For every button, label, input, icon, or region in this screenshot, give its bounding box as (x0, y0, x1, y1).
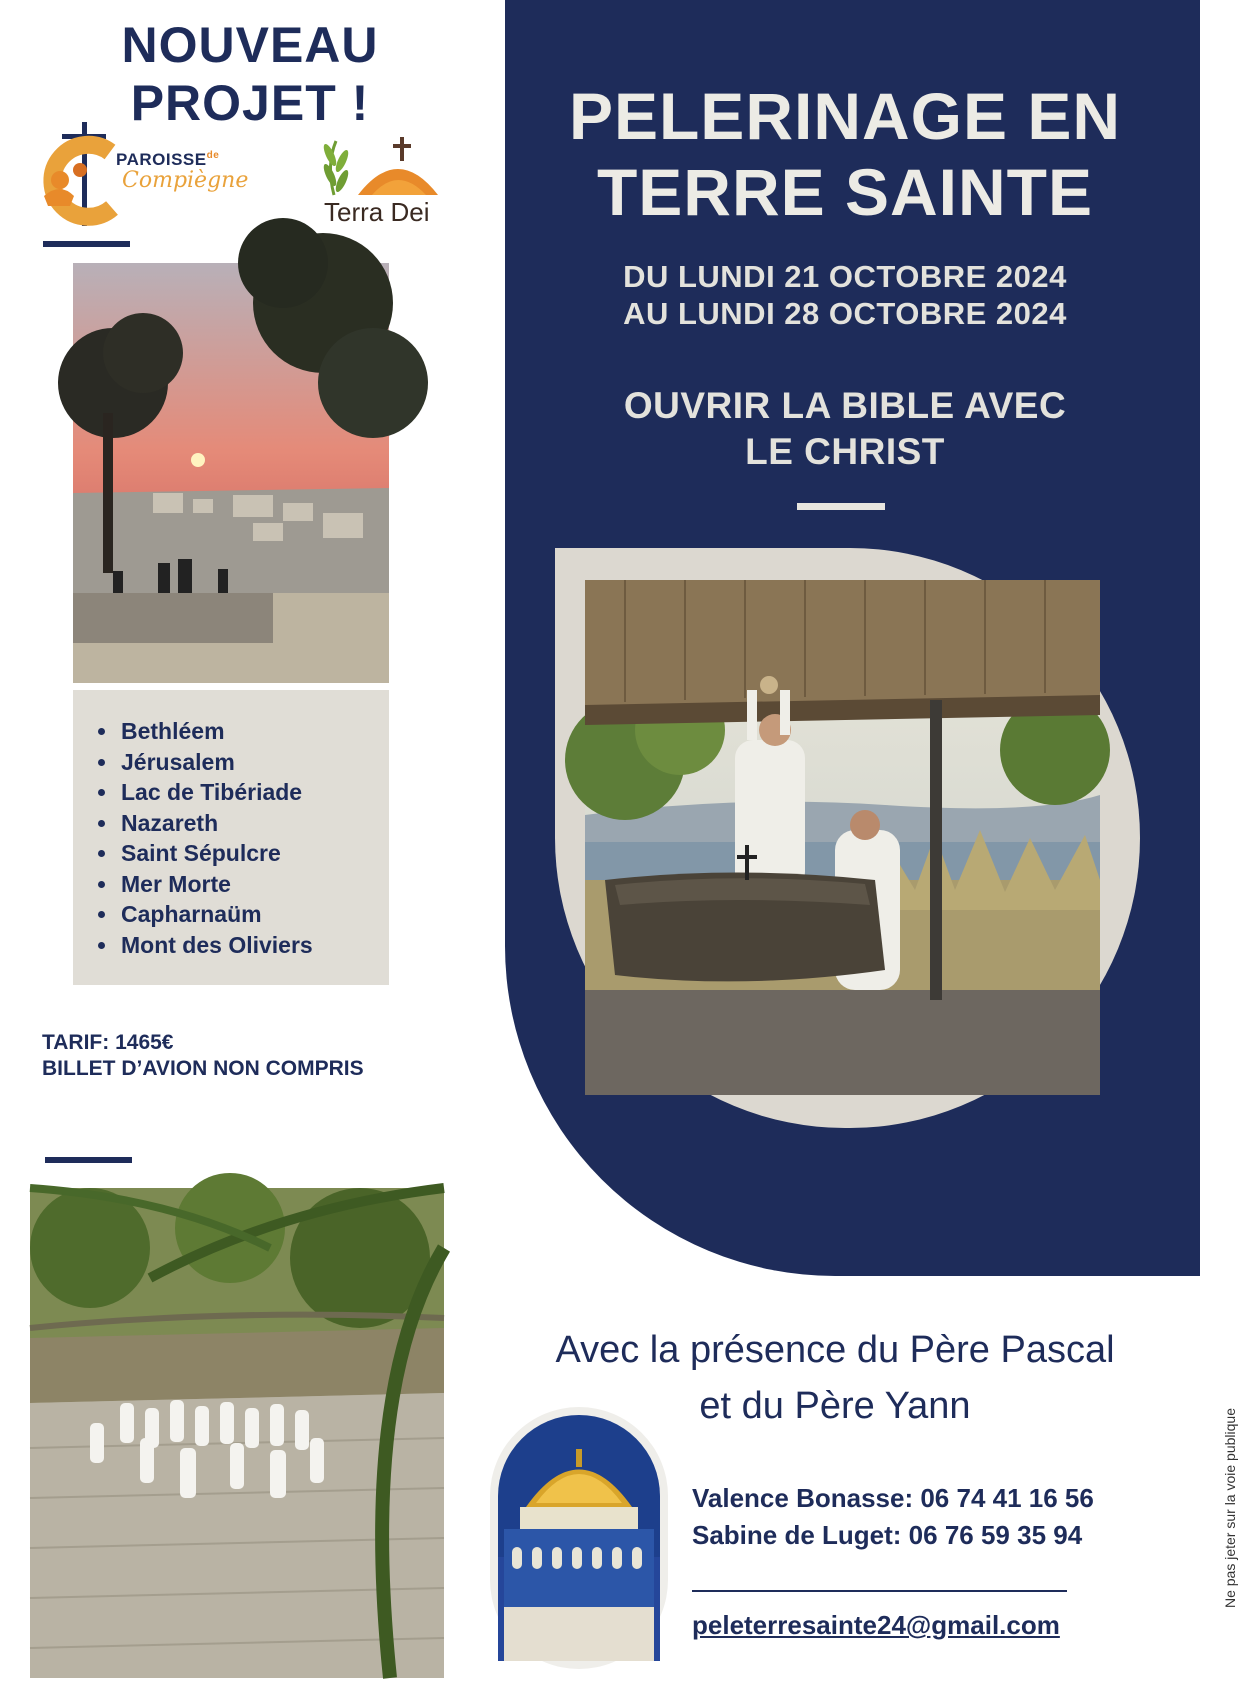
jerusalem-sunset-photo (73, 263, 389, 683)
presence-line-1: Avec la présence du Père Pascal (555, 1329, 1115, 1371)
paroisse-logo-de: de (206, 150, 220, 161)
pilgrimage-title (525, 78, 1165, 230)
hero-divider (797, 503, 885, 510)
place-item: • Jérusalem (119, 747, 389, 778)
place-item: • Nazareth (119, 808, 389, 839)
contact-valence: Valence Bonasse: 06 74 41 16 56 (692, 1483, 1094, 1513)
paroisse-logo-text: PAROISSE (116, 150, 207, 169)
contact-divider (692, 1590, 1067, 1592)
left-divider-top (43, 241, 130, 247)
places-list-box (73, 690, 389, 985)
terradei-logo-text: Terra Dei (324, 197, 430, 227)
place-item: • Mont des Oliviers (119, 930, 389, 961)
place-item: • Capharnaüm (119, 899, 389, 930)
theme-line-1: OUVRIR LA BIBLE AVEC (623, 385, 1067, 426)
announcement-heading: NOUVEAU PROJET ! (121, 17, 379, 131)
places-list (73, 690, 389, 960)
place-item: • Saint Sépulcre (119, 838, 389, 869)
left-divider-bottom (45, 1157, 132, 1163)
pilgrimage-theme (525, 383, 1165, 475)
mass-photo (585, 580, 1100, 1095)
email-link[interactable]: peleterresainte24@gmail.com (692, 1610, 1060, 1640)
date-start: DU LUNDI 21 OCTOBRE 2024 (623, 259, 1067, 294)
date-end: AU LUNDI 28 OCTOBRE 2024 (623, 296, 1067, 331)
title-line-1: PELERINAGE EN (568, 79, 1122, 153)
place-item: • Lac de Tibériade (119, 777, 389, 808)
dome-of-the-rock-photo (490, 1407, 668, 1669)
footer-note: Ne pas jeter sur la voie publique (1222, 1408, 1238, 1609)
place-item: • Mer Morte (119, 869, 389, 900)
contact-sabine: Sabine de Luget: 06 76 59 35 94 (692, 1520, 1083, 1550)
place-item: • Bethléem (119, 716, 389, 747)
price: TARIF: 1465€ (42, 1031, 174, 1054)
terradei-logo (318, 135, 458, 230)
price-note: BILLET D’AVION NON COMPRIS (42, 1057, 364, 1080)
presence-line-2: et du Père Yann (699, 1385, 971, 1427)
pricing (42, 1030, 364, 1082)
paroisse-logo (40, 122, 249, 232)
contact-list (692, 1480, 1094, 1554)
date-range (525, 258, 1165, 332)
theme-line-2: LE CHRIST (745, 431, 945, 472)
title-line-2: TERRE SAINTE (596, 155, 1094, 229)
jordan-river-photo (30, 1188, 444, 1678)
paroisse-logo-script: Compiègne (122, 168, 249, 193)
